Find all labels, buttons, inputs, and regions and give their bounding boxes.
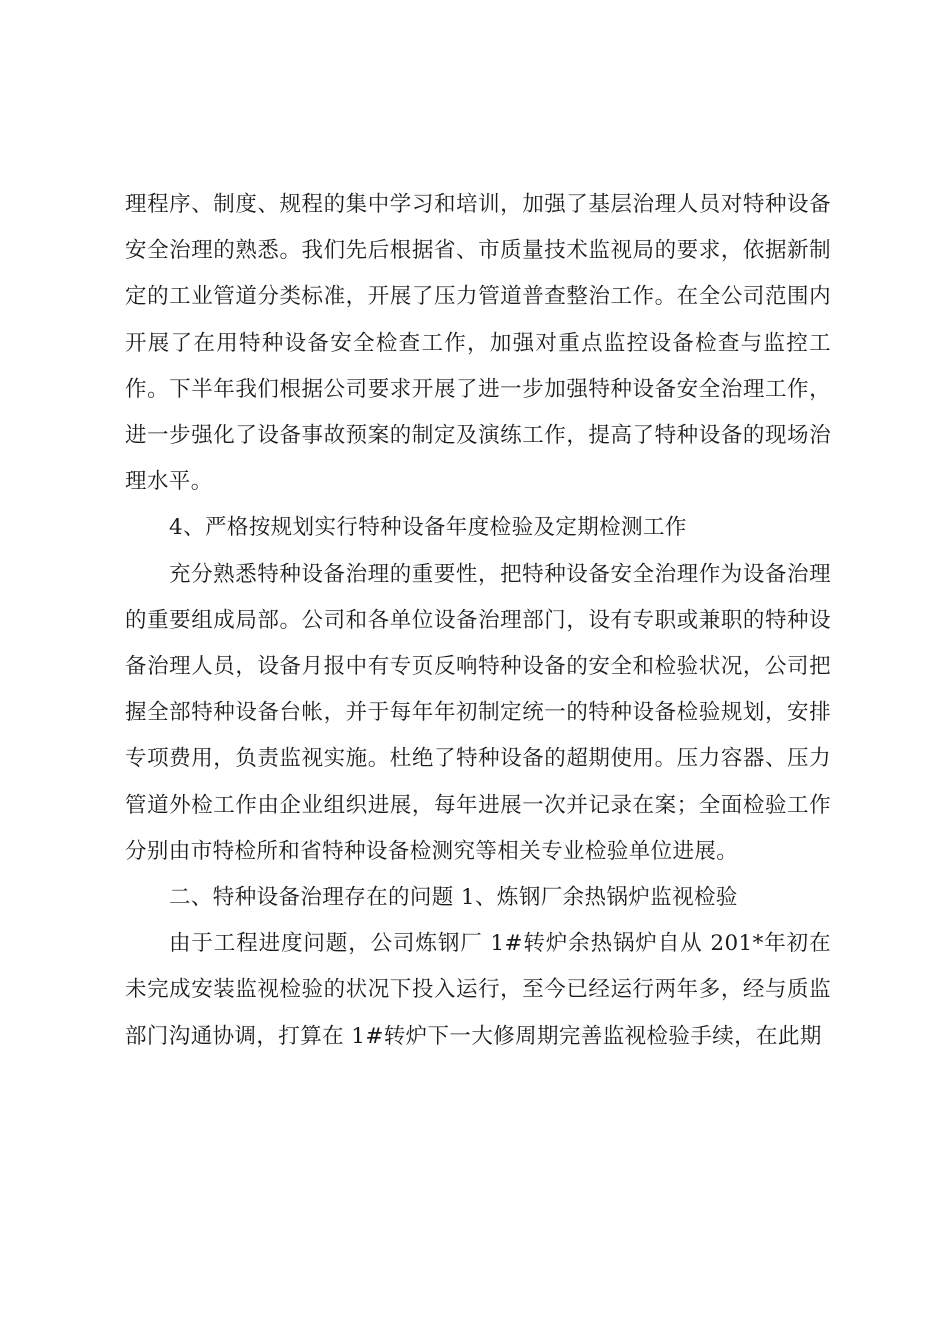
paragraph-body-2: 充分熟悉特种设备治理的重要性，把特种设备安全治理作为设备治理的重要组成局部。公司和各单位设备治理部门，设有专职或兼职的特种设备治理人员，设备月报中有专页反响特种设备的安全和检验状况，公司把握全部特种设备台帐，并于每年年初制定统一的特种设备检验规划，安排专项费用，负责监视实施。杜绝了特种设备的超期使用。压力容器、压力管道外检工作由企业组织进展，每年进展一次并记录在案；全面检验工作分别由市特检所和省特种设备检测究等相关专业检验单位进展。 (125, 561, 831, 864)
heading-item-4: 4、严格按规划实行特种设备年度检验及定期检测工作 (169, 515, 687, 541)
heading-section-2: 二、特种设备治理存在的问题 1、炼钢厂余热锅炉监视检验 (169, 885, 738, 911)
paragraph-body-3: 由于工程进度问题，公司炼钢厂 1#转炉余热锅炉自从 201*年初在未完成安装监视检验的状况下投入运行，至今已经运行两年多，经与质监部门沟通协调，打算在 1#转炉下一大修周期完善监视检验手续，在此期 (125, 931, 831, 1049)
document-body (125, 182, 831, 1060)
paragraph-body-1: 理程序、制度、规程的集中学习和培训，加强了基层治理人员对特种设备安全治理的熟悉。我们先后根据省、市质量技术监视局的要求，依据新制定的工业管道分类标准，开展了压力管道普查整治工作。在全公司范围内开展了在用特种设备安全检查工作，加强对重点监控设备检查与监控工作。下半年我们根据公司要求开展了进一步加强特种设备安全治理工作，进一步强化了设备事故预案的制定及演练工作，提高了特种设备的现场治理水平。 (125, 192, 831, 495)
